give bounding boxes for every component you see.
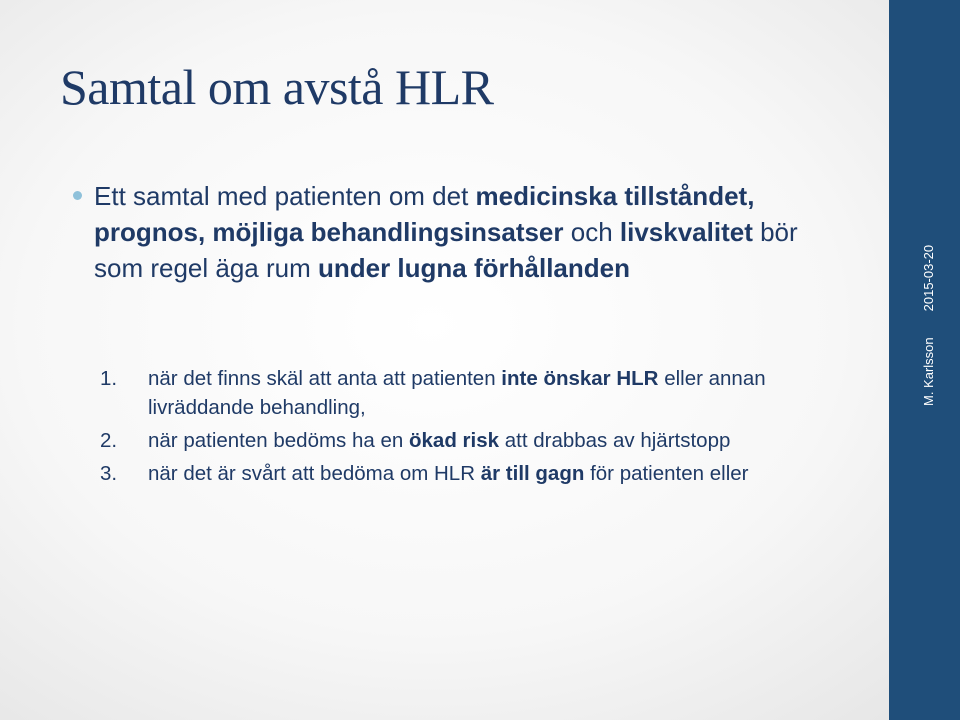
main-text-part-bold: livskvalitet — [619, 217, 753, 247]
sublist-number: 3. — [100, 462, 118, 485]
sublist-text-part: att drabbas av hjärtstopp — [499, 429, 731, 452]
main-text-part: bör som regel äga rum — [94, 217, 798, 283]
slide-title: Samtal om avstå HLR — [60, 59, 494, 115]
main-text-part-bold: under lugna förhållanden — [317, 253, 630, 283]
sublist-text-part-bold: är till gagn — [480, 462, 585, 485]
footer-author: M. Karlsson — [921, 337, 936, 406]
sublist-number: 2. — [100, 429, 118, 452]
main-text-part: Ett samtal med patienten om det — [94, 181, 476, 211]
bullet-dot-icon — [73, 191, 82, 200]
footer-vertical — [921, 236, 941, 406]
sublist-text-part-bold: inte önskar HLR — [501, 367, 659, 390]
side-band — [889, 0, 960, 720]
sublist-item — [100, 426, 820, 455]
sublist-text-part: eller annan livräddande behandling, — [148, 367, 766, 419]
footer-date: 2015-03-20 — [921, 244, 936, 312]
main-text-part: och — [563, 217, 620, 247]
sublist-text-part-bold: ökad risk — [409, 429, 500, 452]
sublist-text-part: när det är svårt att bedöma om HLR — [148, 462, 481, 485]
numbered-sublist — [100, 364, 820, 492]
sublist-text-part: för patienten eller — [584, 462, 749, 485]
sublist-text-part: när patienten bedöms ha en — [148, 429, 409, 452]
sublist-item — [100, 459, 820, 488]
main-bullet-text — [94, 178, 804, 286]
sublist-text-part: när det finns skäl att anta att patienten — [148, 367, 502, 390]
sublist-number: 1. — [100, 367, 118, 390]
sublist-item — [100, 364, 820, 422]
main-bullet-point — [74, 178, 804, 286]
main-text-part-bold: medicinska tillståndet, prognos, möjliga behandlingsinsatser — [94, 181, 755, 247]
